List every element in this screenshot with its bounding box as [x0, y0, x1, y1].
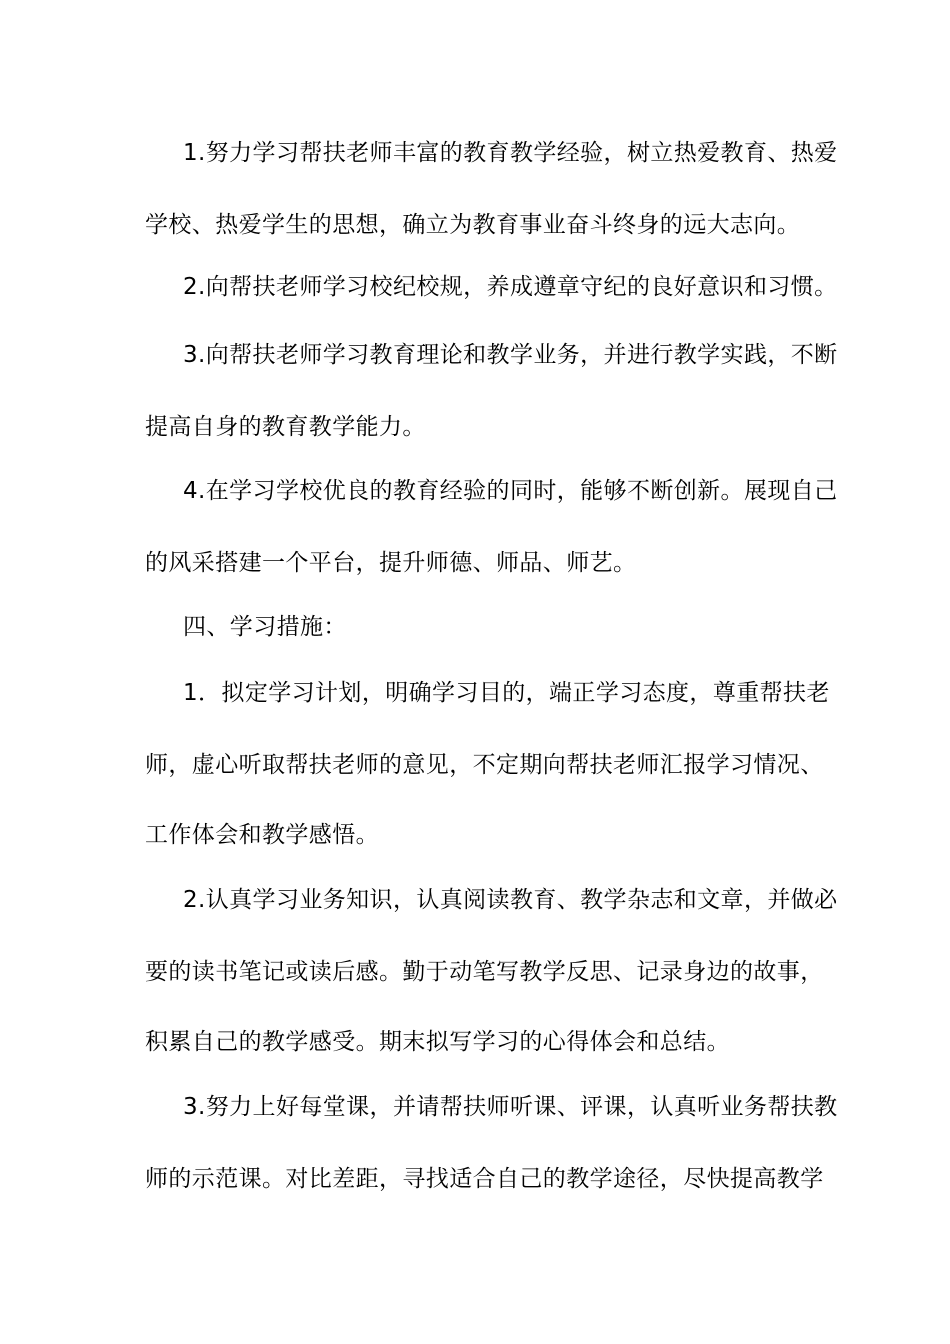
paragraph-4-line-1: 4.在学习学校优良的教育经验的同时，能够不断创新。展现自己 — [183, 478, 838, 504]
measure-3-line-1: 3.努力上好每堂课，并请帮扶师听课、评课，认真听业务帮扶教 — [183, 1094, 838, 1120]
measure-2-line-3: 积累自己的教学感受。期末拟写学习的心得体会和总结。 — [145, 1029, 730, 1055]
measure-3-line-2: 师的示范课。对比差距，寻找适合自己的教学途径，尽快提高教学 — [145, 1166, 824, 1192]
section-heading-measures: 四、学习措施： — [183, 614, 347, 640]
paragraph-4-line-2: 的风采搭建一个平台，提升师德、师品、师艺。 — [145, 550, 637, 576]
paragraph-1-line-1: 1.努力学习帮扶老师丰富的教育教学经验，树立热爱教育、热爱 — [183, 140, 838, 166]
paragraph-2-line-1: 2.向帮扶老师学习校纪校规，养成遵章守纪的良好意识和习惯。 — [183, 274, 838, 300]
paragraph-1-line-2: 学校、热爱学生的思想，确立为教育事业奋斗终身的远大志向。 — [145, 212, 801, 238]
measure-1-line-1: 1．拟定学习计划，明确学习目的，端正学习态度，尊重帮扶老 — [183, 680, 830, 706]
paragraph-3-line-1: 3.向帮扶老师学习教育理论和教学业务，并进行教学实践，不断 — [183, 342, 838, 368]
measure-2-line-1: 2.认真学习业务知识，认真阅读教育、教学杂志和文章，并做必 — [183, 887, 838, 913]
measure-1-line-3: 工作体会和教学感悟。 — [145, 822, 379, 848]
paragraph-3-line-2: 提高自身的教育教学能力。 — [145, 414, 426, 440]
measure-2-line-2: 要的读书笔记或读后感。勤于动笔写教学反思、记录身边的故事， — [145, 959, 824, 985]
measure-1-line-2: 师，虚心听取帮扶老师的意见，不定期向帮扶老师汇报学习情况、 — [145, 752, 824, 778]
